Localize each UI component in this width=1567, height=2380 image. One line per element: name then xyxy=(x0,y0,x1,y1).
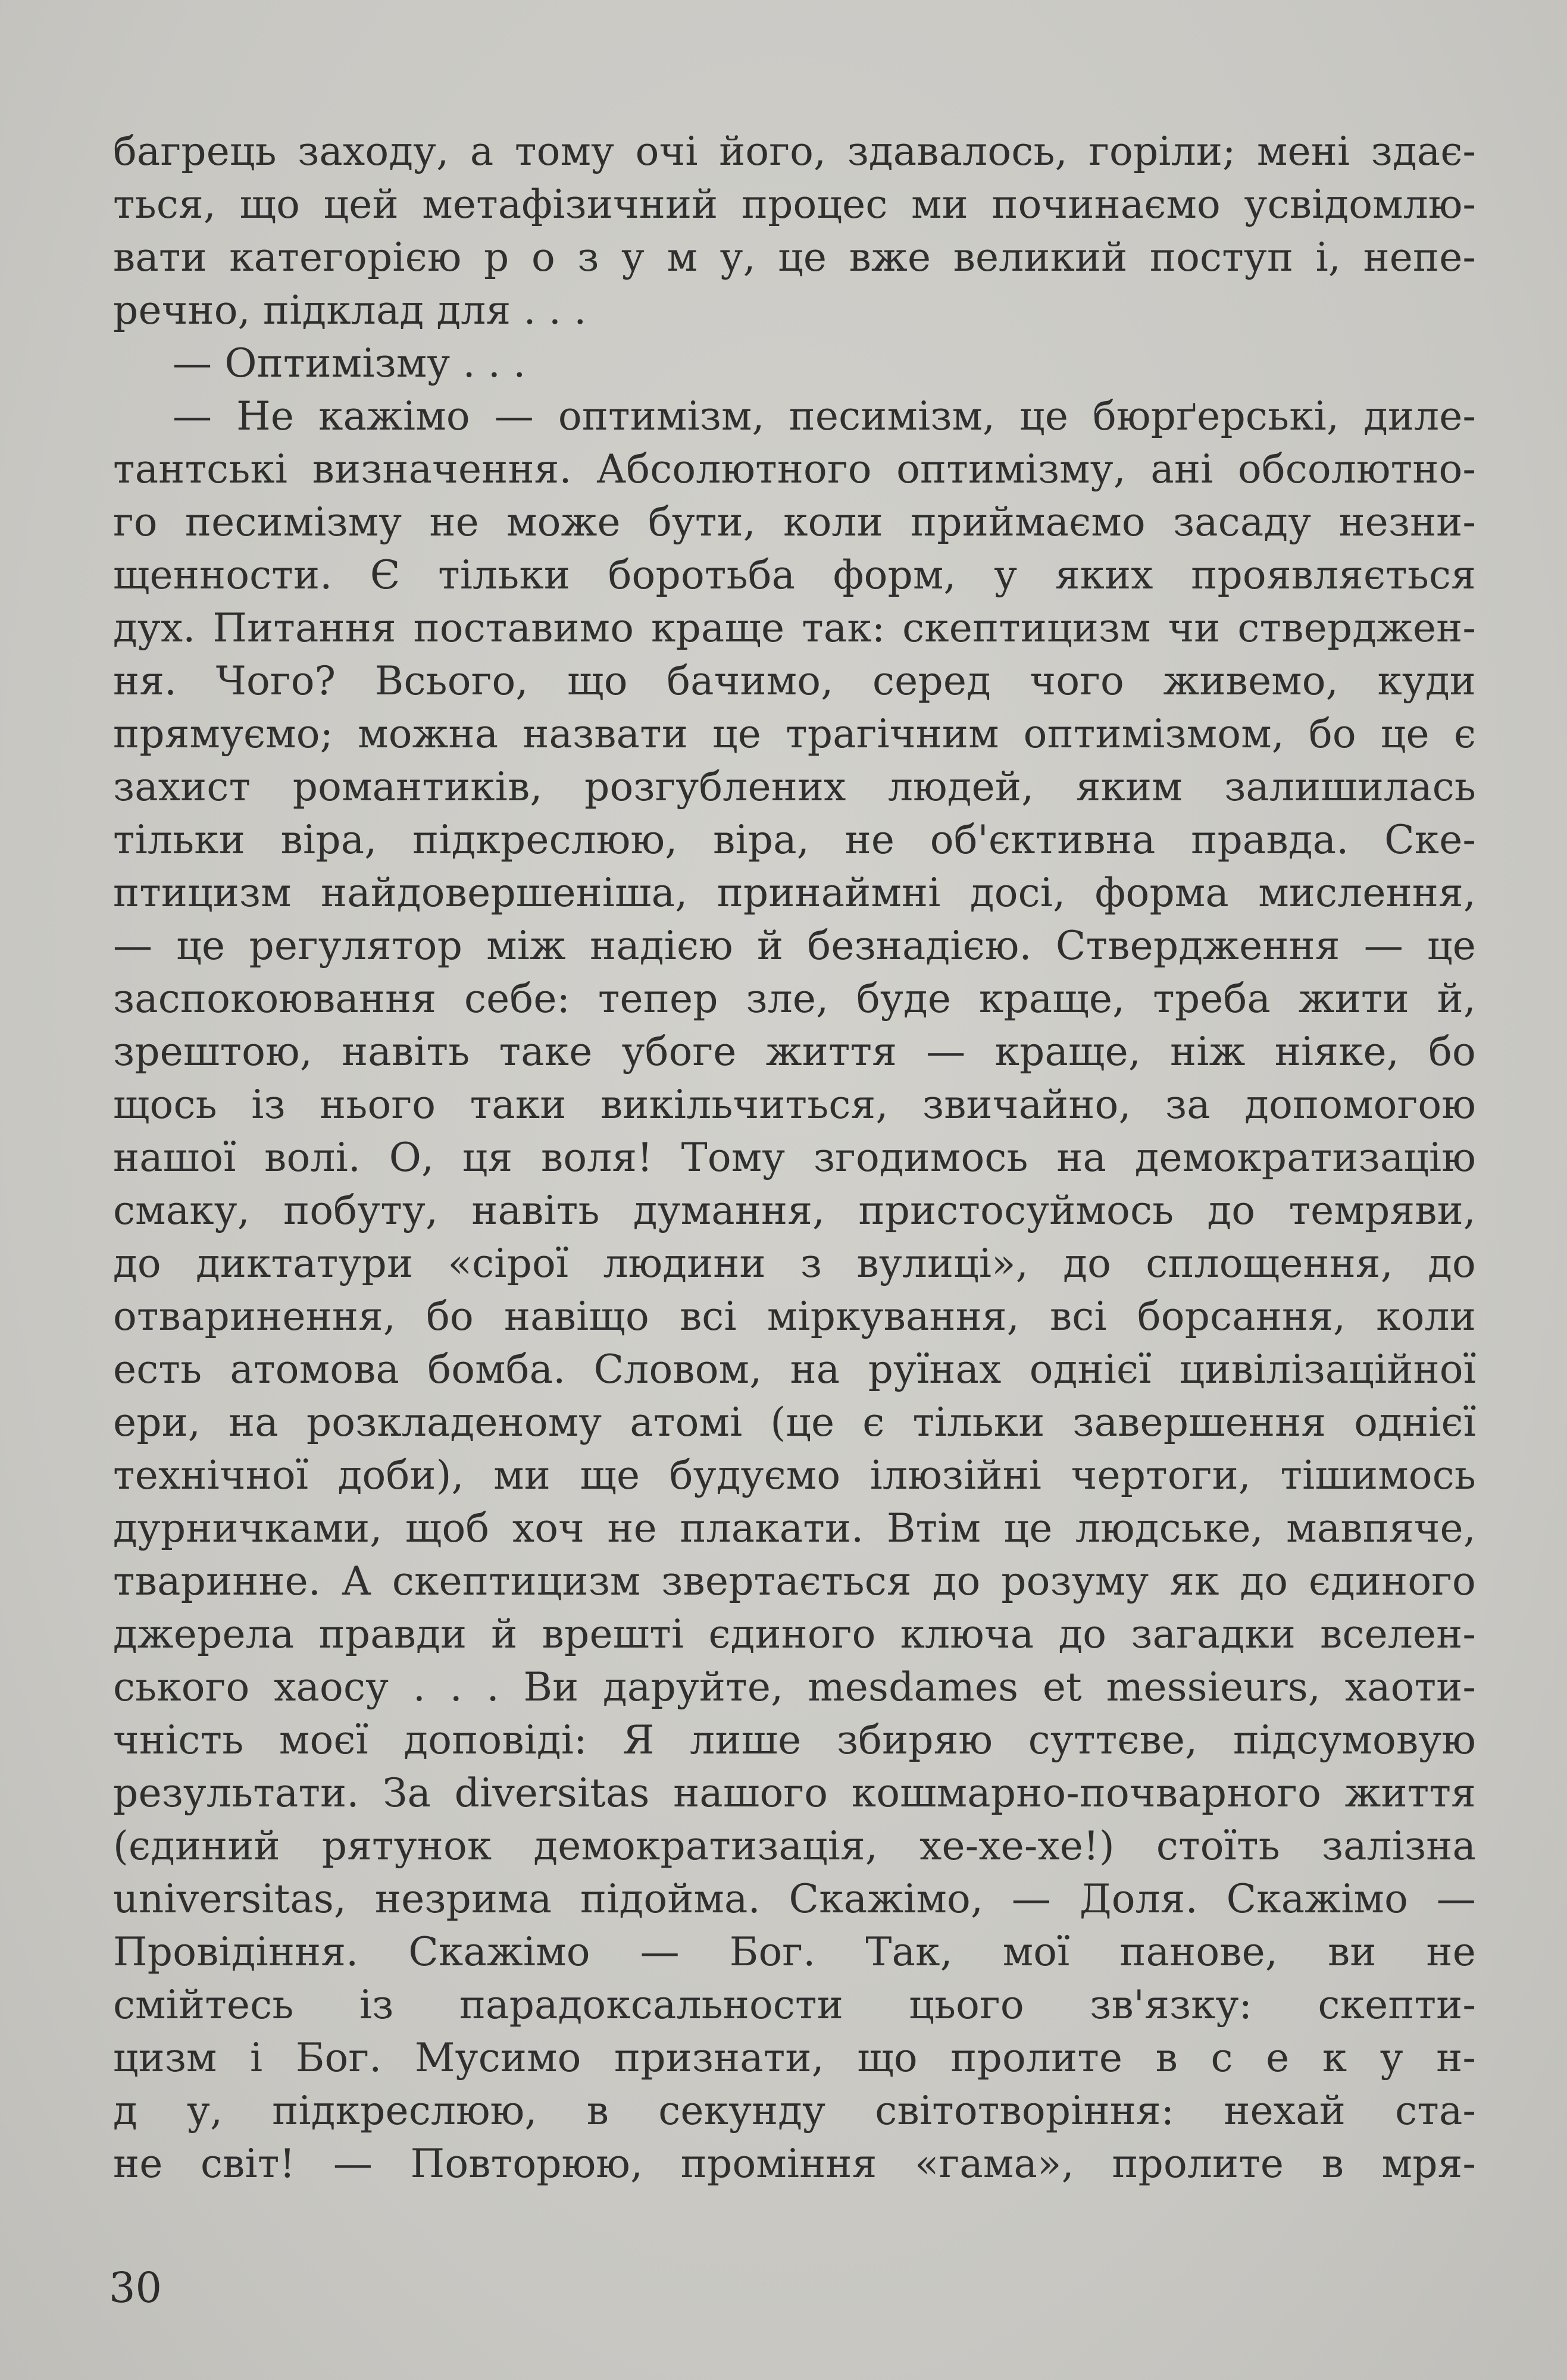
text-line: результати. За diversitas нашого кошмарно-почварного життя xyxy=(113,1770,1476,1816)
text-line: — це регулятор між надією й безнадією. Ствердження — це xyxy=(113,923,1476,969)
text-line: д у, підкреслюю, в секунду світотворіння: нехай ста- xyxy=(113,2088,1476,2134)
text-line: тантські визначення. Абсолютного оптимізму, ані обсолютно- xyxy=(113,446,1476,492)
text-line: не світ! — Повторюю, проміння «гама», пролите в мря- xyxy=(113,2141,1476,2187)
text-line: джерела правди й врешті єдиного ключа до загадки вселен- xyxy=(113,1611,1476,1657)
text-line: чність моєї доповіді: Я лише збиряю суттєве, підсумовую xyxy=(113,1717,1476,1763)
text-line: тільки віра, підкреслюю, віра, не об'єктивна правда. Ске- xyxy=(113,817,1476,863)
text-line: прямуємо; можна назвати це трагічним оптимізмом, бо це є xyxy=(113,711,1476,757)
text-line: речно, підклад для . . . xyxy=(113,287,587,333)
text-line: universitas, незрима підойма. Скажімо, — Доля. Скажімо — xyxy=(113,1876,1476,1922)
text-line: захист романтиків, розгублених людей, яким залишилась xyxy=(113,764,1476,810)
text-line: ня. Чого? Всього, що бачимо, серед чого живемо, куди xyxy=(113,658,1476,704)
text-line: смаку, побуту, навіть думання, пристосуймось до темряви, xyxy=(113,1188,1476,1233)
text-line: птицизм найдовершеніша, принаймні досі, форма мислення, xyxy=(113,870,1476,916)
text-line: ться, що цей метафізичний процес ми починаємо усвідомлю- xyxy=(113,181,1476,227)
text-line: вати категорією р о з у м у, це вже великий поступ і, непе- xyxy=(113,234,1476,280)
text-line: смійтесь із парадоксальности цього зв'язку: скепти- xyxy=(113,1982,1476,2028)
text-line: дух. Питання поставимо краще так: скептицизм чи стверджен- xyxy=(113,605,1476,651)
text-line: го песимізму не може бути, коли приймаємо засаду незни- xyxy=(113,499,1476,545)
text-line: щенности. Є тільки боротьба форм, у яких проявляється xyxy=(113,552,1476,598)
text-line: цизм і Бог. Мусимо признати, що пролите в с е к у н- xyxy=(113,2035,1476,2081)
text-line: Провідіння. Скажімо — Бог. Так, мої панове, ви не xyxy=(113,1929,1476,1975)
text-line: (єдиний рятунок демократизація, хе-хе-хе!) стоїть залізна xyxy=(113,1823,1476,1869)
text-line: технічної доби), ми ще будуємо ілюзійні чертоги, тішимось xyxy=(113,1452,1476,1498)
text-line: до диктатури «сірої людини з вулиці», до сплощення, до xyxy=(113,1241,1476,1286)
text-line: зрештою, навіть таке убоге життя — краще, ніж ніяке, бо xyxy=(113,1029,1476,1075)
text-line: заспокоювання себе: тепер зле, буде краще, треба жити й, xyxy=(113,976,1476,1022)
text-line: багрець заходу, а тому очі його, здавалось, горіли; мені здає- xyxy=(113,129,1476,174)
text-line: тваринне. А скептицизм звертається до розуму як до єдиного xyxy=(113,1558,1476,1604)
text-line: ського хаосу . . . Ви даруйте, mesdames et messieurs, хаоти- xyxy=(113,1664,1476,1710)
text-line: дурничками, щоб хоч не плакати. Втім це людське, мавпяче, xyxy=(113,1505,1476,1551)
text-line: отваринення, бо навіщо всі міркування, всі борсання, коли xyxy=(113,1294,1476,1339)
text-line: ери, на розкладеному атомі (це є тільки завершення однієї xyxy=(113,1399,1476,1445)
text-line: есть атомова бомба. Словом, на руїнах однієї цивілізаційної xyxy=(113,1346,1476,1392)
paragraph-start: — Не кажімо — оптимізм, песимізм, це бюрґерські, диле- xyxy=(173,393,1476,439)
text-line: нашої волі. О, ця воля! Тому згодимось на демократизацію xyxy=(113,1135,1476,1180)
page-number: 30 xyxy=(109,2263,162,2312)
dialogue-line: — Оптимізму . . . xyxy=(173,340,526,386)
text-line: щось із нього таки викільчиться, звичайно, за допомогою xyxy=(113,1082,1476,1128)
